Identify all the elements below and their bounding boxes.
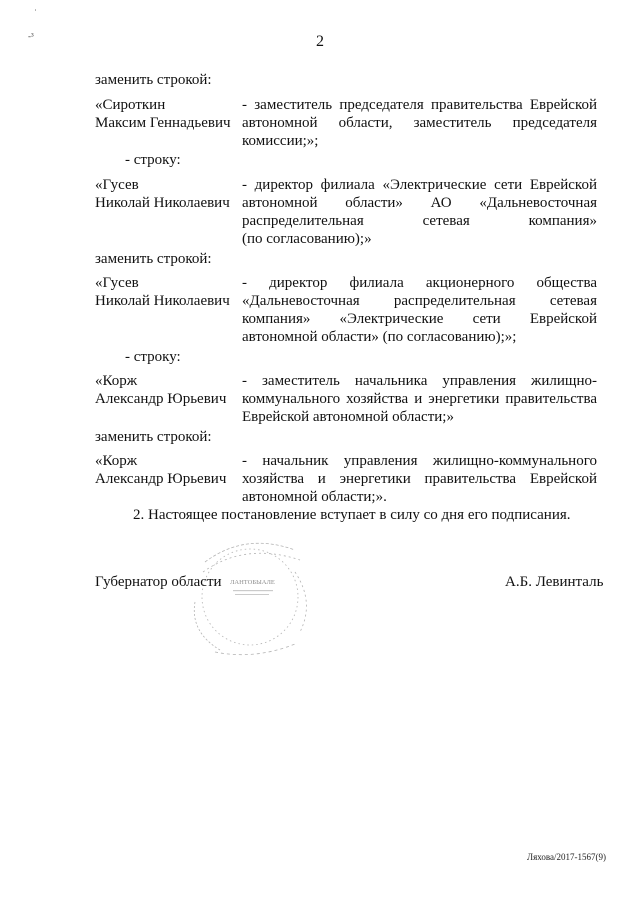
replace-with-line-3: заменить строкой:: [95, 429, 212, 445]
stamp-text: ЛАНТОБЫАЛЕ: [230, 579, 275, 586]
page-number: 2: [316, 33, 324, 50]
member-position: - директор филиала «Электрические сети Еврейской автономной области» АО «Дальневосточная распределительная сетевая компания» (по согласованию);»: [242, 177, 597, 247]
line-label-2: - строку:: [125, 349, 181, 365]
member-entry-sirotkin: [95, 96, 605, 152]
member-name: «Гусев Николай Николаевич: [95, 177, 230, 211]
official-stamp-icon: [175, 532, 325, 662]
member-position: - заместитель председателя правительства Еврейской автономной области, заместитель председателя комиссии;»;: [242, 97, 597, 149]
document-footer-code: Ляхова/2017-1567(9): [527, 852, 607, 862]
replace-with-line-2: заменить строкой:: [95, 251, 212, 267]
member-position: - директор филиала акционерного общества «Дальневосточная распределительная сетевая компания» «Электрические сети Еврейской автономной области» (по согласованию);»;: [242, 275, 597, 345]
effective-date-paragraph: 2. Настоящее постановление вступает в силу со дня его подписания.: [133, 507, 571, 523]
member-name: «Корж Александр Юрьевич: [95, 453, 227, 487]
member-entry-gusev-new: [95, 274, 605, 348]
member-entry-korzh-old: [95, 372, 605, 428]
line-label-1: - строку:: [125, 152, 181, 168]
replace-with-line-1: заменить строкой:: [95, 72, 212, 88]
member-entry-korzh-new: [95, 452, 605, 508]
scan-mark-left: -³: [28, 31, 34, 41]
member-name: «Сироткин Максим Геннадьевич: [95, 97, 231, 131]
scan-mark-top: ˙: [34, 8, 37, 18]
member-position: - заместитель начальника управления жилищно- коммунального хозяйства и энергетики правительства Еврейской автономной области;»: [242, 373, 597, 425]
member-position: - начальник управления жилищно-коммунального хозяйства и энергетики правительства Еврейской автономной области;».: [242, 453, 597, 505]
signatory-position: Губернатор области: [95, 574, 222, 590]
member-entry-gusev-old: [95, 176, 605, 250]
member-name: «Корж Александр Юрьевич: [95, 373, 227, 407]
signatory-name: А.Б. Левинталь: [505, 574, 604, 590]
member-name: «Гусев Николай Николаевич: [95, 275, 230, 309]
